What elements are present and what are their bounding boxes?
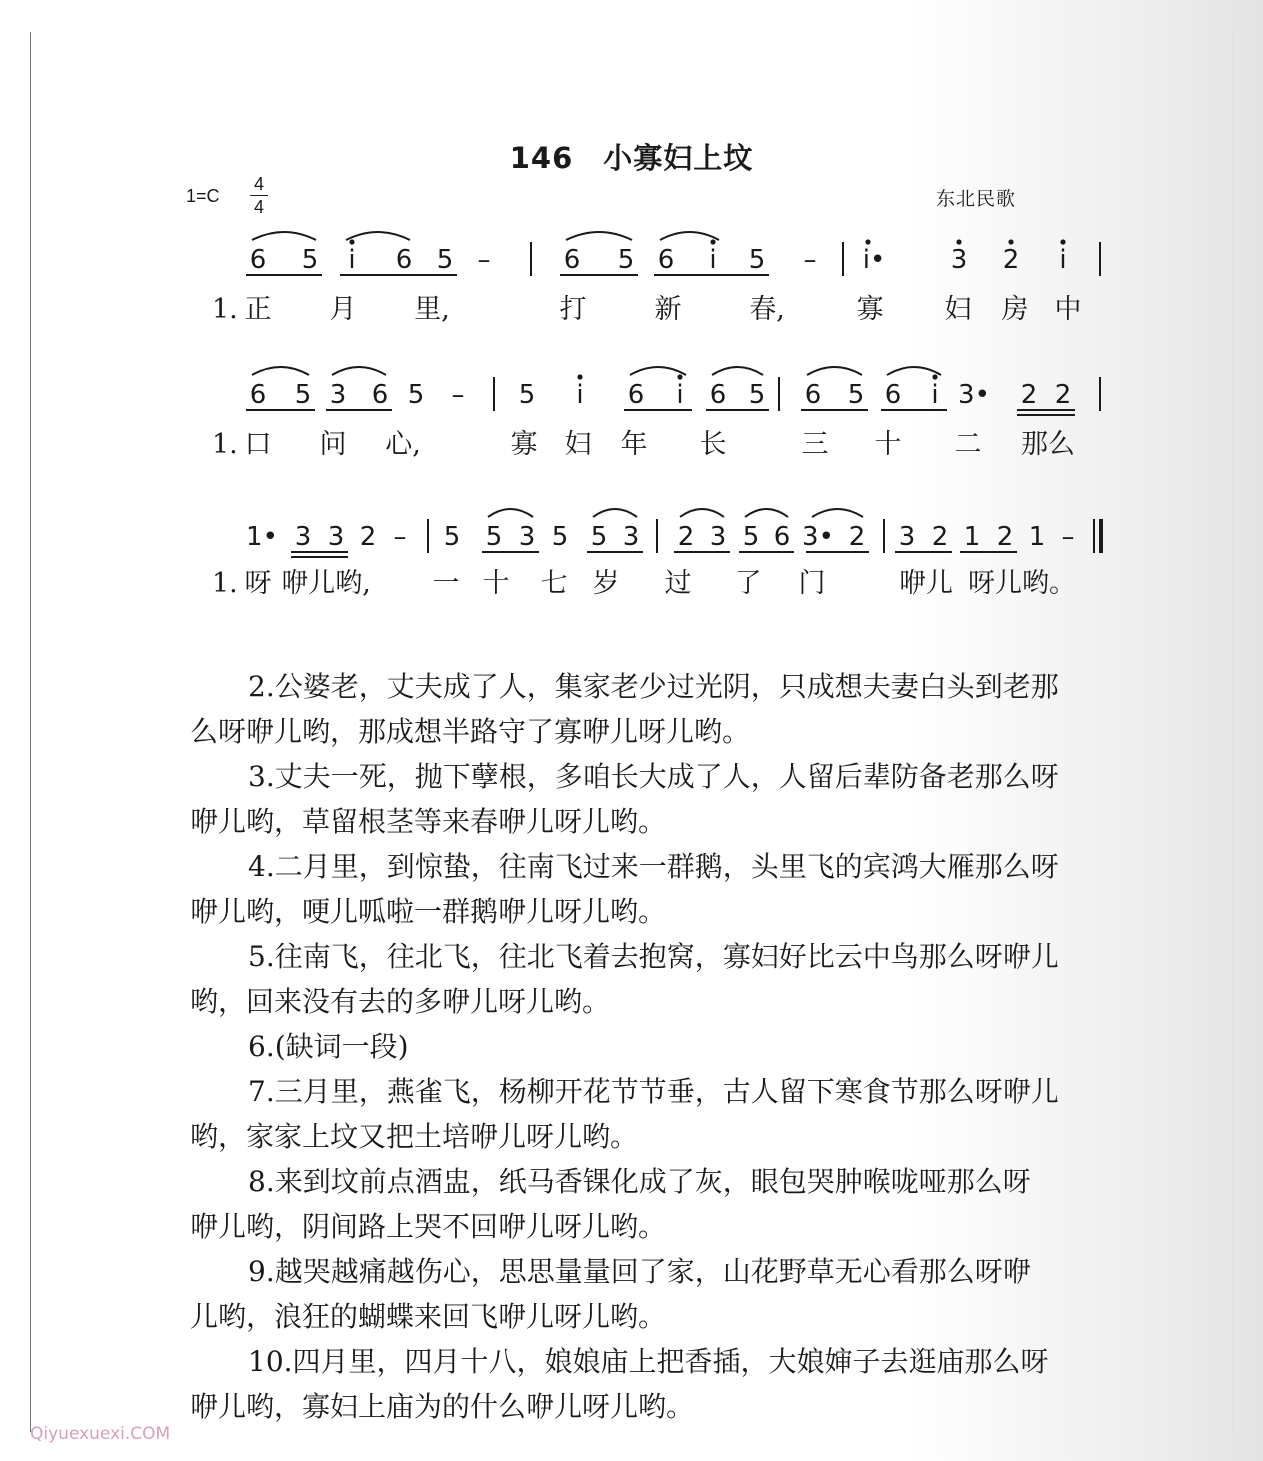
score-note: 5 <box>748 380 766 410</box>
verse-paragraph <box>190 934 1110 1024</box>
lyric-word: 了 <box>734 568 762 599</box>
verse-continuation: 咿儿哟，阴间路上哭不回咿儿呀儿哟。 <box>190 1210 667 1243</box>
lyric-word: 咿儿 <box>899 568 953 599</box>
lyric-word: 寡 <box>856 294 884 325</box>
high-octave-dot <box>1008 239 1013 244</box>
score-note: 3 <box>622 522 640 552</box>
lyric-word: 妇 <box>564 429 592 460</box>
high-octave-dot <box>865 239 870 244</box>
score-note: 3 <box>518 522 536 552</box>
lyric-word: 月 <box>329 294 357 325</box>
score-note: 3 <box>294 522 312 552</box>
slur <box>346 232 410 240</box>
score-note: i <box>576 380 584 410</box>
key-signature: 1=C <box>186 186 220 206</box>
slur <box>332 367 386 375</box>
lyric-word: 中 <box>1054 294 1082 325</box>
score-note: 5 <box>742 522 760 552</box>
verse-paragraph <box>190 1339 1110 1429</box>
score-note: 3 <box>898 522 916 552</box>
verse-first-line: 3.丈夫一死，抛下孽根，多咱长大成了人，人留后辈防备老那么呀 <box>248 760 1059 793</box>
lyric-word: 1. <box>212 429 238 460</box>
lyric-word: 新 <box>654 294 682 325</box>
lyric-word: 心, <box>385 429 421 460</box>
lyric-word: 咿儿哟, <box>281 568 371 599</box>
score-note: 6 <box>371 380 389 410</box>
lyric-word: 呀儿哟。 <box>968 568 1076 599</box>
verse-continuation: 么呀咿儿哟，那成想半路守了寡咿儿呀儿哟。 <box>190 715 751 748</box>
verse-continuation: 咿儿哟，寡妇上庙为的什么咿儿呀儿哟。 <box>190 1390 695 1423</box>
score-note: 6 <box>773 522 791 552</box>
slur <box>252 232 316 240</box>
score-note: i• <box>862 245 886 275</box>
score-note: 2 <box>1054 380 1072 410</box>
lyric-word: 房 <box>1001 294 1029 325</box>
lyric-word: 口 <box>244 429 272 460</box>
lyric-word: 春, <box>749 294 785 325</box>
slur <box>566 232 632 240</box>
score-note: 3• <box>802 522 834 552</box>
slur <box>488 509 533 517</box>
high-octave-dot <box>932 374 937 379</box>
verse-paragraph <box>190 1024 1110 1069</box>
slur <box>745 509 788 517</box>
verse-paragraph <box>190 754 1110 844</box>
lyric-word: 十 <box>874 429 902 460</box>
lyric-word: 妇 <box>944 294 972 325</box>
score-note: 3 <box>950 245 968 275</box>
score-note: i <box>1059 245 1067 275</box>
high-octave-dot <box>677 374 682 379</box>
lyric-word: 问 <box>319 429 347 460</box>
score-note: 6 <box>804 380 822 410</box>
score-note: 6 <box>249 380 267 410</box>
score-note: 5 <box>748 245 766 275</box>
lyric-word: 年 <box>620 429 648 460</box>
song-origin: 东北民歌 <box>936 188 1017 210</box>
score-note: 5 <box>436 245 454 275</box>
score-note: 6 <box>563 245 581 275</box>
score-note: 5 <box>590 522 608 552</box>
score-note: 6 <box>395 245 413 275</box>
score-note: 6 <box>249 245 267 275</box>
slur <box>712 367 763 375</box>
lyric-word: 1. <box>212 568 238 599</box>
verse-first-line: 10.四月里，四月十八，娘娘庙上把香插，大娘婶子去逛庙那么呀 <box>248 1345 1049 1378</box>
verse-paragraph <box>190 1249 1110 1339</box>
score-note: i <box>348 245 356 275</box>
score-note: 2 <box>677 522 695 552</box>
lyric-word: 二 <box>954 429 982 460</box>
lyric-word: 寡 <box>510 429 538 460</box>
score-note: 5 <box>407 380 425 410</box>
score-note: 6 <box>627 380 645 410</box>
score-note: 5 <box>847 380 865 410</box>
verse-first-line: 6.(缺词一段) <box>248 1030 409 1063</box>
score-note: 2 <box>1020 380 1038 410</box>
score-note: – <box>451 380 465 410</box>
verse-continuation: 儿哟，浪狂的蝴蝶来回飞咿儿呀儿哟。 <box>190 1300 667 1333</box>
score-note: 2 <box>931 522 949 552</box>
score-note: 3 <box>329 380 347 410</box>
slur <box>812 509 863 517</box>
lyric-word: 打 <box>559 294 587 325</box>
verse-continuation: 哟，家家上坟又把土培咿儿呀儿哟。 <box>190 1120 639 1153</box>
score-note: 6 <box>709 380 727 410</box>
score-note: 1 <box>1028 522 1046 552</box>
high-octave-dot <box>710 239 715 244</box>
site-watermark: Qiyuexuexi.COM <box>30 1424 171 1444</box>
score-note: 3 <box>327 522 345 552</box>
score-note: 5 <box>301 245 319 275</box>
slur <box>887 367 941 375</box>
high-octave-dot <box>956 239 961 244</box>
high-octave-dot <box>1060 239 1065 244</box>
verse-first-line: 9.越哭越痛越伤心，思思量量回了家，山花野草无心看那么呀咿 <box>248 1255 1031 1288</box>
lyric-word: 1. <box>212 294 238 325</box>
lyric-word: 门 <box>798 568 826 599</box>
score-note: 5 <box>485 522 503 552</box>
score-note: 1• <box>246 522 278 552</box>
time-signature-bottom: 4 <box>253 197 264 217</box>
score-note: 5 <box>443 522 461 552</box>
lyric-word: 长 <box>699 429 727 460</box>
verse-first-line: 8.来到坟前点酒盅，纸马香锞化成了灰，眼包哭肿喉咙哑那么呀 <box>248 1165 1031 1198</box>
verse-continuation: 咿儿哟，草留根茎等来春咿儿呀儿哟。 <box>190 805 667 838</box>
score-note: i <box>709 245 717 275</box>
slur <box>807 367 862 375</box>
verse-paragraph <box>190 1159 1110 1249</box>
score-note: 5 <box>518 380 536 410</box>
verse-continuation: 哟，回来没有去的多咿儿呀儿哟。 <box>190 985 611 1018</box>
lyric-word: 一 <box>432 568 460 599</box>
score-note: 5 <box>294 380 312 410</box>
score-note: 3 <box>709 522 727 552</box>
score-note: 6 <box>657 245 675 275</box>
verse-paragraph <box>190 664 1110 754</box>
verse-first-line: 5.往南飞，往北飞，往北飞着去抱窝，寡妇好比云中鸟那么呀咿儿 <box>248 940 1059 973</box>
lyric-word: 十 <box>482 568 510 599</box>
high-octave-dot <box>349 239 354 244</box>
verse-continuation: 咿儿哟，哽儿呱啦一群鹅咿儿呀儿哟。 <box>190 895 667 928</box>
verse-first-line: 2.公婆老，丈夫成了人，集家老少过光阴，只成想夫妻白头到老那 <box>248 670 1059 703</box>
verse-first-line: 4.二月里，到惊蛰，往南飞过来一群鹅，头里飞的宾鸿大雁那么呀 <box>248 850 1059 883</box>
score-note: – <box>803 245 817 275</box>
high-octave-dot <box>577 374 582 379</box>
final-bar-thick <box>1099 519 1103 553</box>
score-note: i <box>931 380 939 410</box>
slur <box>252 367 309 375</box>
score-note: 6 <box>884 380 902 410</box>
score-note: – <box>393 522 407 552</box>
score-note: 3• <box>958 380 990 410</box>
verse-first-line: 7.三月里，燕雀飞，杨柳开花节节垂，古人留下寒食节那么呀咿儿 <box>248 1075 1059 1108</box>
song-title: 146 小寡妇上坟 <box>509 141 754 175</box>
score-note: 2 <box>1002 245 1020 275</box>
score-note: 5 <box>551 522 569 552</box>
lyric-word: 那么 <box>1021 429 1075 460</box>
score-note: i <box>676 380 684 410</box>
slur <box>680 509 724 517</box>
score-note: 2 <box>996 522 1014 552</box>
verse-paragraph <box>190 1069 1110 1159</box>
slur <box>593 509 637 517</box>
lyric-word: 呀 <box>244 568 272 599</box>
lyric-word: 过 <box>664 568 692 599</box>
score-note: 2 <box>359 522 377 552</box>
score-note: 2 <box>848 522 866 552</box>
lyric-word: 岁 <box>592 568 620 599</box>
slur <box>660 232 719 240</box>
score-note: 5 <box>617 245 635 275</box>
lyric-word: 里, <box>414 294 450 325</box>
lyric-word: 七 <box>540 568 568 599</box>
verse-paragraph <box>190 844 1110 934</box>
lyric-word: 正 <box>244 294 272 325</box>
jianpu-score <box>0 0 1263 620</box>
score-note: 1 <box>963 522 981 552</box>
score-note: – <box>477 245 491 275</box>
lyric-word: 三 <box>801 429 829 460</box>
slur <box>630 367 686 375</box>
time-signature-top: 4 <box>253 174 264 194</box>
score-note: – <box>1061 522 1075 552</box>
verse-list <box>190 664 1110 1429</box>
